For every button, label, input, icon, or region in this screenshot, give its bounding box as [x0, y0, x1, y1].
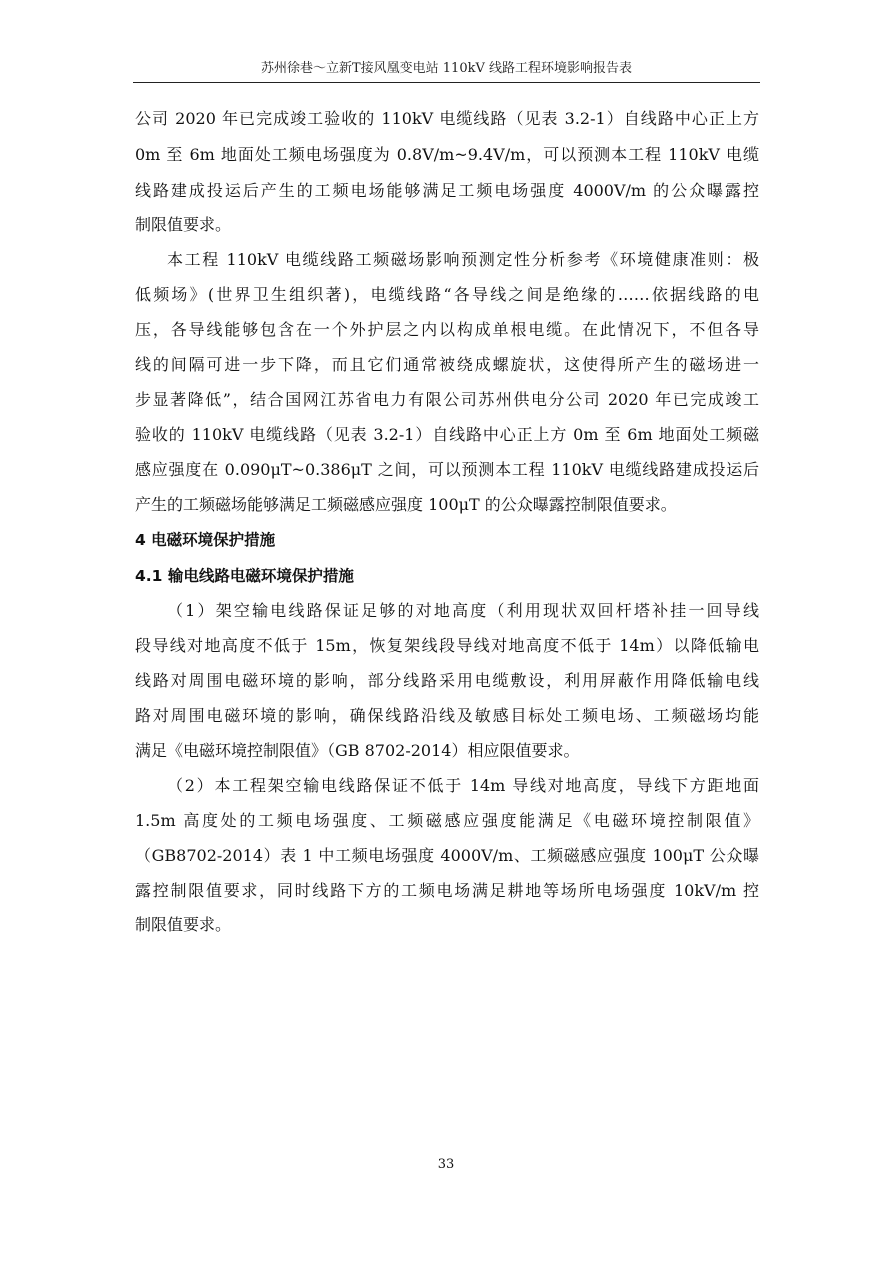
paragraph-line: 低频场》(世界卫生组织著)，电缆线路“各导线之间是绝缘的……依据线路的电	[135, 285, 759, 304]
paragraph-line: 露控制限值要求，同时线路下方的工频电场满足耕地等场所电场强度 10kV/m 控	[135, 881, 759, 900]
section-heading-4: 4 电磁环境保护措施	[135, 531, 276, 549]
paragraph-line: 满足《电磁环境控制限值》（GB 8702-2014）相应限值要求。	[135, 741, 580, 760]
paragraph-line: 公司 2020 年已完成竣工验收的 110kV 电缆线路（见表 3.2-1）自线路中心正上方	[135, 109, 759, 128]
paragraph-line: 段导线对地高度不低于 15m，恢复架线段导线对地高度不低于 14m）以降低输电	[135, 636, 759, 655]
paragraph-line: （1）架空输电线路保证足够的对地高度（利用现状双回杆塔补挂一回导线	[167, 601, 759, 620]
page-number: 33	[437, 1157, 455, 1172]
paragraph-line: （GB8702-2014）表 1 中工频电场强度 4000V/m、工频磁感应强度 100μT 公众曝	[135, 846, 759, 865]
paragraph-line: 路对周围电磁环境的影响，确保线路沿线及敏感目标处工频电场、工频磁场均能	[135, 706, 759, 725]
paragraph-line: 1.5m 高度处的工频电场强度、工频磁感应强度能满足《电磁环境控制限值》	[135, 811, 759, 830]
paragraph-line: 0m 至 6m 地面处工频电场强度为 0.8V/m~9.4V/m，可以预测本工程 110kV 电缆	[135, 145, 759, 164]
paragraph-line: 线路对周围电磁环境的影响，部分线路采用电缆敷设，利用屏蔽作用降低输电线	[135, 671, 759, 690]
paragraph-line: 线路建成投运后产生的工频电场能够满足工频电场强度 4000V/m 的公众曝露控	[135, 181, 759, 200]
header-rule	[133, 82, 760, 83]
section-heading-4-1: 4.1 输电线路电磁环境保护措施	[135, 567, 354, 585]
paragraph-line: 本工程 110kV 电缆线路工频磁场影响预测定性分析参考《环境健康准则：极	[167, 250, 759, 269]
paragraph-line: 制限值要求。	[135, 915, 232, 934]
paragraph-line: 感应强度在 0.090μT~0.386μT 之间，可以预测本工程 110kV 电缆线路建成投运后	[135, 460, 759, 479]
paragraph-line: 线的间隔可进一步下降，而且它们通常被绕成螺旋状，这使得所产生的磁场进一	[135, 355, 759, 374]
paragraph-line: 产生的工频磁场能够满足工频磁感应强度 100μT 的公众曝露控制限值要求。	[135, 495, 677, 514]
paragraph-line: 压，各导线能够包含在一个外护层之内以构成单根电缆。在此情况下，不但各导	[135, 320, 759, 339]
paragraph-line: （2）本工程架空输电线路保证不低于 14m 导线对地高度，导线下方距地面	[167, 776, 759, 795]
paragraph-line: 验收的 110kV 电缆线路（见表 3.2-1）自线路中心正上方 0m 至 6m 地面处工频磁	[135, 425, 759, 444]
paragraph-line: 步显著降低”，结合国网江苏省电力有限公司苏州供电分公司 2020 年已完成竣工	[135, 390, 759, 409]
paragraph-line: 制限值要求。	[135, 215, 232, 234]
page-header: 苏州徐巷～立新T接风凰变电站 110kV 线路工程环境影响报告表	[260, 61, 632, 76]
